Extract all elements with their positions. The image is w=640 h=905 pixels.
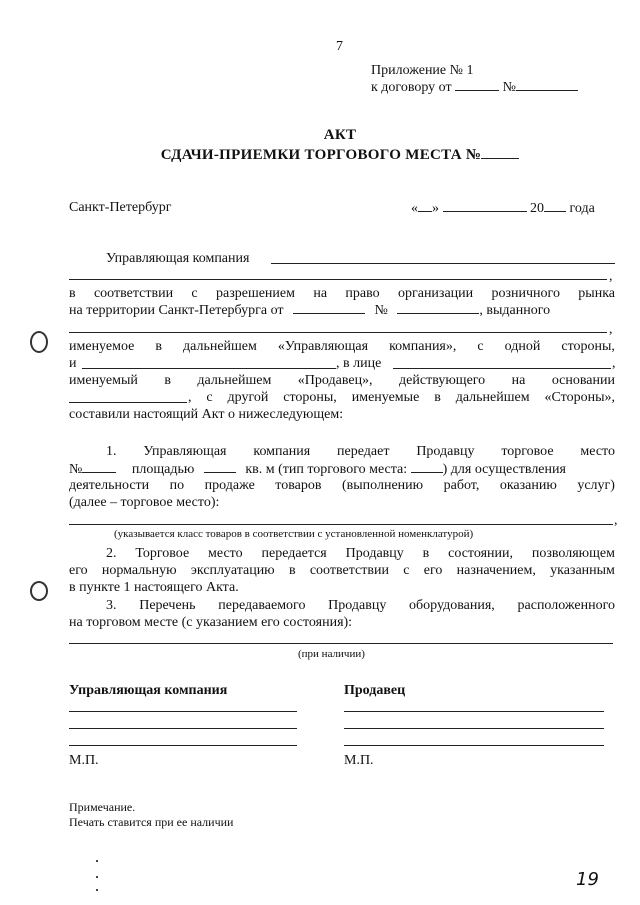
item1-line-2 — [69, 460, 566, 478]
item1-line-4: (далее – торговое место): — [69, 495, 220, 510]
appendix-contract-prefix: к договору от — [371, 80, 452, 95]
goods-class-hint: (указывается класс товаров в соответствии с установленной номенклатурой) — [114, 528, 474, 540]
speck-3 — [96, 889, 98, 891]
intro-line-2: в соответствии с разрешением на право организации розничного рынка — [69, 286, 615, 301]
place-type-field[interactable] — [411, 460, 443, 473]
seller-representative-field[interactable] — [393, 368, 611, 369]
permit-no-label: № — [374, 303, 388, 318]
company-sign-line-1[interactable] — [69, 711, 297, 712]
company-seal: М.П. — [69, 753, 99, 768]
date-quote-close: » — [432, 201, 439, 216]
speck-1 — [96, 860, 98, 862]
item3-line-2: на торговом месте (с указанием его состояния): — [69, 615, 353, 630]
intro-line-5: именуемое в дальнейшем «Управляющая компания», с одной стороны, — [69, 339, 615, 354]
seller-sign-line-2[interactable] — [344, 728, 604, 729]
permit-line — [69, 301, 550, 319]
appendix-contract — [371, 78, 578, 96]
seller-sign-line-3[interactable] — [344, 745, 604, 746]
managing-company-field[interactable] — [271, 263, 615, 264]
comma-1: , — [609, 269, 613, 284]
item2-line-3: в пункте 1 настоящего Акта. — [69, 580, 239, 595]
year-prefix: 20 — [530, 201, 544, 216]
appendix-label: Приложение № 1 — [371, 63, 474, 78]
day-field[interactable] — [418, 199, 432, 212]
comma-3: , — [612, 356, 616, 371]
item1-no-label: № — [69, 462, 83, 477]
item1-line-3: деятельности по продаже товаров (выполнению работ, оказанию услуг) — [69, 478, 615, 493]
equipment-field[interactable] — [69, 643, 613, 644]
permit-date-field[interactable] — [293, 301, 365, 314]
seller-seal: М.П. — [344, 753, 374, 768]
appendix-contract-no: № — [502, 80, 516, 95]
year-field[interactable] — [544, 199, 566, 212]
comma-2: , — [609, 322, 613, 337]
contract-number-field[interactable] — [516, 78, 578, 91]
item1-area-label: площадью — [131, 462, 195, 477]
area-field[interactable] — [204, 460, 236, 473]
managing-company-label: Управляющая компания — [106, 251, 250, 266]
item3-line-1: 3. Перечень передаваемого Продавцу оборудования, расположенного — [106, 598, 615, 613]
note-text: Печать ставится при ее наличии — [69, 815, 234, 829]
speck-2 — [96, 876, 98, 878]
issued-by-field[interactable] — [69, 332, 607, 333]
company-sign-line-2[interactable] — [69, 728, 297, 729]
doc-subtitle-text: СДАЧИ-ПРИЕМКИ ТОРГОВОГО МЕСТА № — [160, 147, 482, 163]
intro-line-9: составили настоящий Акт о нижеследующем: — [69, 407, 344, 422]
item2-line-2: его нормальную эксплуатацию в соответствии с его назначением, указанным — [69, 563, 615, 578]
permit-number-field[interactable] — [397, 301, 479, 314]
seller-sign-line-1[interactable] — [344, 711, 604, 712]
handwritten-number: 19 — [576, 869, 599, 890]
equipment-hint: (при наличии) — [298, 648, 365, 660]
seller-signature-label: Продавец — [344, 683, 406, 698]
item1-units: кв. м (тип торгового места: — [245, 462, 408, 477]
contract-date-field[interactable] — [455, 78, 499, 91]
punch-hole-2 — [30, 581, 48, 601]
year-suffix: года — [569, 201, 595, 216]
comma-4: , — [614, 513, 618, 528]
doc-subtitle — [0, 146, 640, 164]
month-field[interactable] — [443, 199, 527, 212]
place-number-field[interactable] — [481, 146, 519, 159]
city: Санкт-Петербург — [69, 200, 172, 215]
date-line — [411, 199, 595, 217]
permit-issued: , выданного — [479, 303, 551, 318]
intro-line-7: именуемый в дальнейшем «Продавец», действующего на основании — [69, 373, 615, 388]
page-number: 7 — [336, 39, 343, 54]
item1-line-1: 1. Управляющая компания передает Продавцу торговое место — [106, 444, 615, 459]
doc-title: АКТ — [323, 127, 357, 143]
punch-hole-1 — [30, 331, 48, 353]
company-sign-line-3[interactable] — [69, 745, 297, 746]
in-person-label: , в лице — [336, 356, 382, 371]
managing-company-field-2[interactable] — [69, 279, 607, 280]
item1-tail: ) для осуществления — [442, 462, 566, 477]
note-title: Примечание. — [69, 800, 136, 814]
intro-line-8: , с другой стороны, именуемые в дальнейшем «Стороны», — [188, 390, 615, 405]
permit-text: на территории Санкт-Петербурга от — [69, 303, 284, 318]
goods-class-field[interactable] — [69, 524, 613, 525]
seller-name-field[interactable] — [82, 368, 336, 369]
item2-line-1: 2. Торговое место передается Продавцу в состоянии, позволяющем — [106, 546, 615, 561]
and-label: и — [69, 356, 77, 371]
trade-place-number-field[interactable] — [82, 460, 116, 473]
basis-field[interactable] — [69, 402, 187, 403]
company-signature-label: Управляющая компания — [69, 683, 228, 698]
date-quote-open: « — [411, 201, 418, 216]
